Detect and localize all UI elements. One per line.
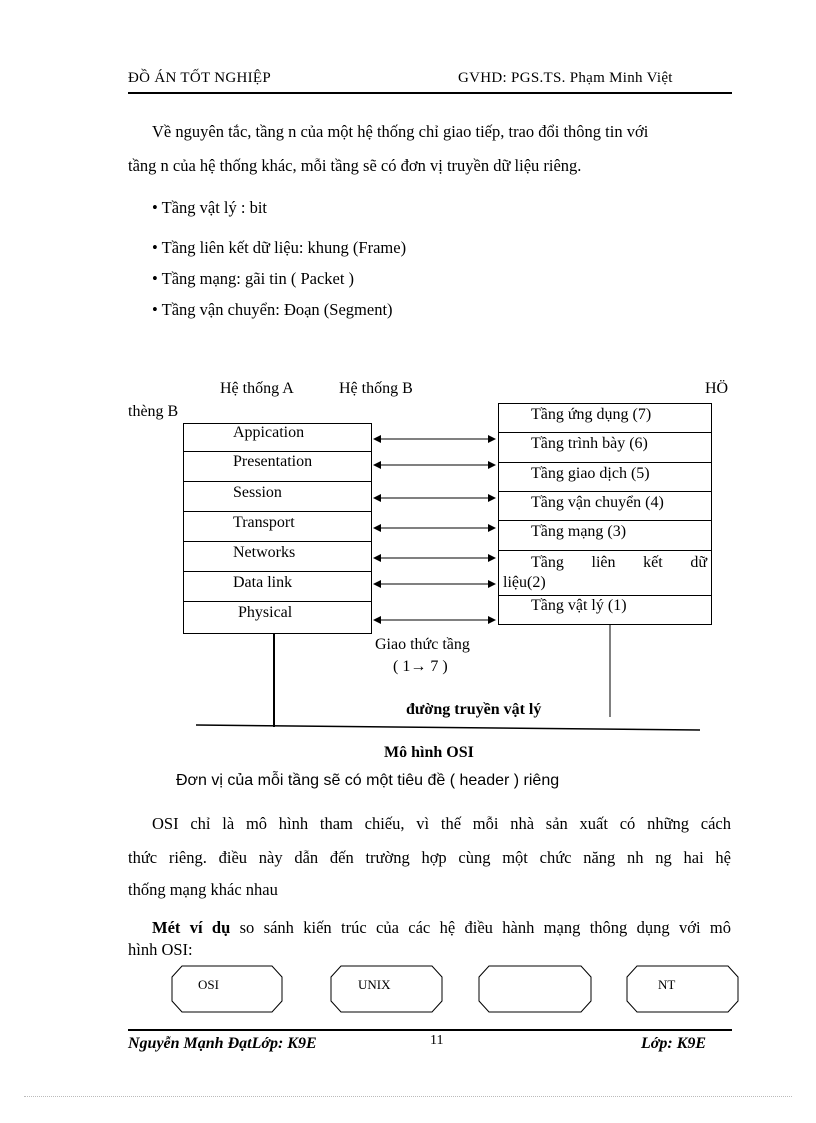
protocol-range: ( 1→ 7 ) bbox=[393, 658, 448, 675]
compare-box-label: OSI bbox=[198, 977, 219, 992]
left-layer-label: Presentation bbox=[233, 453, 313, 470]
compare-box-label: UNIX bbox=[358, 977, 391, 992]
right-layer-label: Tầng giao dịch (5) bbox=[531, 465, 650, 482]
para2-line-2 bbox=[128, 843, 731, 873]
medium-label: đường truyền vật lý bbox=[406, 701, 542, 718]
bullet-dot-icon: • bbox=[152, 300, 158, 319]
para2-line-3: thống mạng khác nhau bbox=[128, 880, 278, 899]
left-layer-label: Physical bbox=[238, 604, 293, 621]
bullet-text: Tầng liên kết dữ liệu: khung (Frame) bbox=[161, 238, 407, 257]
bullet-text: Tầng vật lý : bit bbox=[161, 198, 268, 217]
header-left: ĐỒ ÁN TỐT NGHIỆP bbox=[128, 70, 271, 86]
para2-line-1-text: OSI chỉ là mô hình tham chiếu, vì thế mỗi nhà sản xuất có những cách bbox=[152, 814, 731, 833]
header-right: GVHD: PGS.TS. Phạm Minh Việt bbox=[458, 70, 673, 86]
bullet-text: Tầng mạng: gãi tin ( Packet ) bbox=[161, 269, 355, 288]
header-note: Đơn vị của mỗi tầng sẽ có một tiêu đề ( header ) riêng bbox=[176, 772, 560, 789]
intro-line-2: tầng n của hệ thống khác, mỗi tầng sẽ có đơn vị truyền dữ liệu riêng. bbox=[128, 156, 582, 175]
para3-line-1 bbox=[152, 913, 731, 943]
bullet-text: Tầng vận chuyển: Đoạn (Segment) bbox=[161, 300, 393, 319]
label-system-a: Hệ thống A bbox=[220, 380, 294, 397]
octagon-shape bbox=[478, 965, 592, 1013]
medium-line bbox=[196, 725, 700, 730]
para3-line-2: hình OSI: bbox=[128, 940, 193, 959]
left-layer-label: Session bbox=[233, 484, 282, 501]
left-layer-label: Networks bbox=[233, 544, 296, 561]
footer-rule bbox=[128, 1029, 732, 1031]
right-layer-label: Tầng ứng dụng (7) bbox=[531, 406, 652, 423]
intro-line-1: Về nguyên tắc, tầng n của một hệ thống chỉ giao tiếp, trao đổi thông tin với bbox=[152, 122, 649, 141]
right-layer-label-cont: liệu(2) bbox=[503, 574, 546, 591]
left-layer-label: Appication bbox=[233, 424, 305, 441]
compare-box-osi bbox=[171, 965, 283, 1013]
compare-box-unix bbox=[330, 965, 443, 1013]
left-layer-label: Transport bbox=[233, 514, 295, 531]
label-system-b: Hệ thống B bbox=[339, 380, 413, 397]
page-number: 11 bbox=[430, 1033, 444, 1048]
footer-left: Nguyễn Mạnh ĐạtLớp: K9E bbox=[128, 1035, 317, 1052]
label-theng-b: thèng B bbox=[128, 403, 179, 420]
footer-right: Lớp: K9E bbox=[641, 1035, 707, 1052]
para3-rest: so sánh kiến trúc của các hệ điều hành mạng thông dụng với mô bbox=[230, 918, 731, 937]
para2-line-1 bbox=[152, 809, 731, 839]
bullet-dot-icon: • bbox=[152, 198, 158, 217]
protocol-label: Giao thức tầng bbox=[375, 636, 470, 653]
compare-box-label: NT bbox=[658, 977, 676, 992]
compare-box-empty bbox=[478, 965, 592, 1013]
left-layer-label: Data link bbox=[233, 574, 293, 591]
right-layer-label: Tầng vật lý (1) bbox=[531, 597, 627, 614]
bullet-dot-icon: • bbox=[152, 238, 158, 257]
page-edge bbox=[24, 1096, 792, 1097]
right-layer-label: Tầng mạng (3) bbox=[531, 523, 627, 540]
right-layer-2-text: Tầng liên kết dữ bbox=[531, 554, 707, 571]
label-ho: HÖ bbox=[705, 380, 729, 397]
right-layer-label: Tầng vận chuyển (4) bbox=[531, 494, 664, 511]
bullet-dot-icon: • bbox=[152, 269, 158, 288]
para3-bold: Mét ví dụ bbox=[152, 918, 231, 937]
right-layer-label: Tầng trình bày (6) bbox=[531, 435, 648, 452]
compare-box-nt bbox=[626, 965, 739, 1013]
para2-line-2-text: thức riêng. điều này dẫn đến trường hợp cùng một chức năng nh ng hai hệ bbox=[128, 848, 731, 867]
diagram-caption: Mô hình OSI bbox=[384, 744, 474, 761]
